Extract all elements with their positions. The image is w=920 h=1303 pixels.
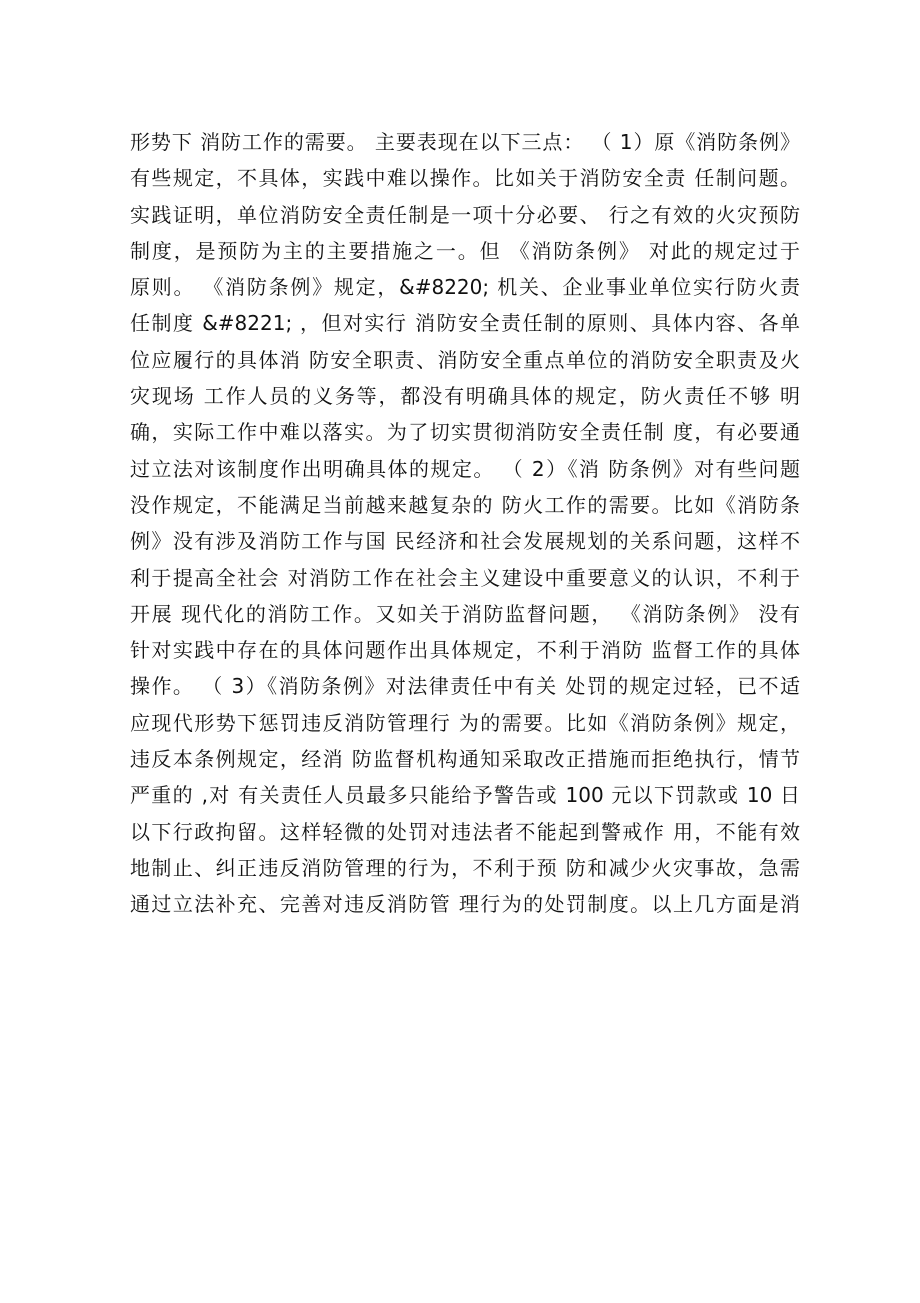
text-line: 形势下 消防工作的需要。 主要表现在以下三点： （ 1）原《消防条例》	[130, 130, 800, 154]
text-line: 制度，是预防为主的主要措施之一。但 《消防条例》 对此的规定过于	[130, 238, 800, 263]
text-line: 灾现场 工作人员的义务等，都没有明确具体的规定，防火责任不够 明	[130, 384, 800, 409]
text-line: 严重的 ,对 有关责任人员最多只能给予警告或 100 元以下罚款或 10 日	[130, 783, 800, 808]
text-line: 以下行政拘留。这样轻微的处罚对违法者不能起到警戒作 用，不能有效	[130, 819, 800, 844]
body-text	[130, 124, 800, 923]
text-line: 通过立法补充、完善对违反消防管 理行为的处罚制度。以上几方面是消	[130, 892, 800, 917]
text-line: 原则。 《消防条例》规定，&#8220; 机关、企业事业单位实行防火责	[130, 275, 800, 300]
text-line: 操作。 （ 3）《消防条例》对法律责任中有关 处罚的规定过轻，已不适	[130, 674, 800, 699]
text-line: 有些规定，不具体，实践中难以操作。比如关于消防安全责 任制问题。	[130, 166, 800, 191]
text-line: 例》没有涉及消防工作与国 民经济和社会发展规划的关系问题，这样不	[130, 529, 800, 554]
text-line: 没作规定，不能满足当前越来越复杂的 防火工作的需要。比如《消防条	[130, 492, 800, 517]
text-line: 实践证明，单位消防安全责任制是一项十分必要、 行之有效的火灾预防	[130, 202, 800, 227]
text-line: 开展 现代化的消防工作。又如关于消防监督问题， 《消防条例》 没有	[130, 601, 800, 626]
text-line: 针对实践中存在的具体问题作出具体规定，不利于消防 监督工作的具体	[130, 638, 800, 663]
text-line: 过立法对该制度作出明确具体的规定。 （ 2）《消 防条例》对有些问题	[130, 456, 800, 481]
text-line: 位应履行的具体消 防安全职责、消防安全重点单位的消防安全职责及火	[130, 347, 800, 372]
text-line: 违反本条例规定，经消 防监督机构通知采取改正措施而拒绝执行，情节	[130, 747, 800, 772]
text-line: 利于提高全社会 对消防工作在社会主义建设中重要意义的认识，不利于	[130, 565, 800, 590]
text-line: 应现代形势下惩罚违反消防管理行 为的需要。比如《消防条例》规定，	[130, 710, 800, 735]
text-line: 地制止、纠正违反消防管理的行为，不利于预 防和减少火灾事故，急需	[130, 855, 800, 880]
text-line: 任制度 &#8221; ，但对实行 消防安全责任制的原则、具体内容、各单	[130, 311, 800, 336]
text-line: 确，实际工作中难以落实。为了切实贯彻消防安全责任制 度，有必要通	[130, 420, 800, 445]
